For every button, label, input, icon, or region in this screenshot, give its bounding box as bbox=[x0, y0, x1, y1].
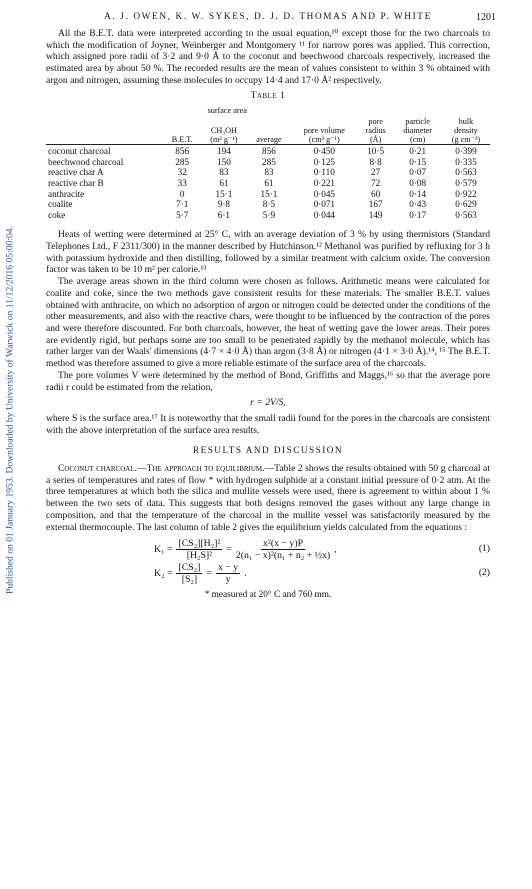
table-caption: Table 1 bbox=[250, 89, 286, 101]
equation-number: (2) bbox=[478, 567, 490, 579]
col-particle-diameter: particle diameter (cm) bbox=[403, 117, 432, 145]
table-row: coconut charcoal 856 194 856 0·450 10·5 0·21 0·399 bbox=[48, 146, 477, 157]
download-notice: Published on 01 January 1953. Downloaded by University of Warwick on 11/12/2016 05:00:04. bbox=[4, 225, 16, 595]
equation-2: K₂ = $\frac{\text{[CS₂]}}{\text{[S₂]}}$ = $\frac{x - y}{y}$ . (2) bbox=[154, 562, 490, 586]
table-1 bbox=[46, 106, 490, 220]
col-ch3oh: CH₃OH (m² g⁻¹) bbox=[210, 126, 238, 145]
table-row: anthracite 0 15·1 15·1 0·045 60 0·14 0·922 bbox=[48, 188, 477, 199]
side-watermark bbox=[3, 70, 17, 750]
page-number: 1201 bbox=[476, 12, 496, 23]
equation-number: (1) bbox=[478, 543, 490, 555]
paragraph-heading: Coconut charcoal.—The approach to equilibrium. bbox=[58, 463, 265, 475]
section-title: RESULTS AND DISCUSSION bbox=[192, 445, 344, 456]
footnote: * measured at 20° C and 760 mm. bbox=[204, 590, 332, 601]
paragraph-surface-area: where S is the surface area.¹⁷ It is noteworthy that the small radii found for the pores in the charcoals are consistent with the above interpretation of the surface area results. bbox=[46, 412, 490, 436]
paragraph-pore-volumes: The pore volumes V were determined by the method of Bond, Griffiths and Maggs,¹⁶ so that the average pore radii r could be estimated from the relation, bbox=[46, 369, 490, 393]
table-row: coke 5·7 6·1 5·9 0·044 149 0·17 0·563 bbox=[48, 209, 477, 220]
equation-radius: r = 2V/S, bbox=[250, 397, 286, 409]
col-pore-volume: pore volume (cm³ g⁻¹) bbox=[303, 126, 345, 145]
col-bulk-density: bulk density (g cm⁻³) bbox=[451, 117, 481, 145]
paragraph-coconut: Coconut charcoal.—The approach to equilibrium.—Table 2 shows the results obtained with 50 g charcoal at a series of temperatures and rates of flow * with hydrogen sulphide at a constant initial pressure of 0·2 atm. At the three temperatures at which both the silica and mullite vessels were used, there is agreement to within about 1 % between the two sets of data. This suggests that both designs removed the gases without any large change in composition, and that the temperature of the charcoal in the mullite vessel was satisfactorily measured by the external thermocouple. The last column of table 2 gives the equilibrium yields calculated from the equations : bbox=[46, 463, 490, 533]
table-row: reactive char B 33 61 61 0·221 72 0·08 0·579 bbox=[48, 178, 477, 188]
table-row: coalite 7·1 9·8 8·5 0·071 167 0·43 0·629 bbox=[48, 199, 477, 210]
col-pore-radius: pore radius (Å) bbox=[365, 117, 386, 145]
author-line: A. J. OWEN, K. W. SYKES, D. J. D. THOMAS AND P. WHITE bbox=[104, 12, 432, 22]
col-bet: B.E.T. bbox=[171, 135, 193, 145]
equation-1: K₁ = $\frac{\text{[CS₂][H₂]²}}{\text{[H₂S]²}}$ = $\frac{\text{x²(x − y)P}}{\text{2(n₁ − x)²(n₁ + n₂ + ½x)}}$ , (1) bbox=[154, 538, 490, 562]
running-header bbox=[46, 12, 496, 28]
col-average: average bbox=[256, 135, 282, 145]
surface-area-header: surface area bbox=[207, 106, 247, 116]
paper-page bbox=[46, 12, 496, 602]
paragraph-average-areas: The average areas shown in the third column were chosen as follows. Arithmetic means were calculated for coalite and coke, since the two methods gave consistent results for these materials. The smaller B.E.T. values obtained with anthracite, on which no adsorption of argon or nitrogen could be detected under the conditions of the other measurements, and also with the reactive chars, were thought to be influenced by the contraction of the pores and were therefore discounted. For both charcoals, however, the heat of wetting gave the lower areas. Their pores are evidently rigid, but perhaps some are too small to be penetrated rapidly by the methanol molecule, which has rather larger van der Waals' dimensions (4·7 × 4·0 Å) than argon (3·8 Å) or nitrogen (4·1 × 3·0 Å).¹⁴, ¹⁵ The B.E.T. method was therefore assumed to give a more reliable estimate of the surface area of the charcoals. bbox=[46, 276, 490, 370]
table-row: beechwood charcoal 285 150 285 0·125 8·8 0·15 0·335 bbox=[48, 156, 477, 167]
table-row: reactive char A 32 83 83 0·110 27 0·07 0·563 bbox=[48, 167, 477, 178]
paragraph-bet: All the B.E.T. data were interpreted according to the usual equation,¹⁰ except those for the two charcoals to which the modification of Joyner, Weinberger and Montgomery ¹¹ for narrow pores was applied. This correction, which assigned pore radii of 3·2 and 9·0 Å to the coconut and beechwood charcoals respectively, increased the estimated area by about 50 %. The recorded results are the mean of values consistent to within 3 % obtained with argon and nitrogen, assuming these molecules to occupy 14·4 and 17·0 Å² respectively. bbox=[46, 28, 490, 86]
paragraph-heats: Heats of wetting were determined at 25° C, with an average deviation of 3 % by using thermistors (Standard Telephones Ltd., F 2311/300) in the manner described by Hutchinson.¹² Methanol was purified by refluxing for 3 h with potassium hydroxide and then distilling, followed by a similar treatment with calcium oxide. The conversion factor was taken to be 10 m² per calorie.¹³ bbox=[46, 229, 490, 276]
